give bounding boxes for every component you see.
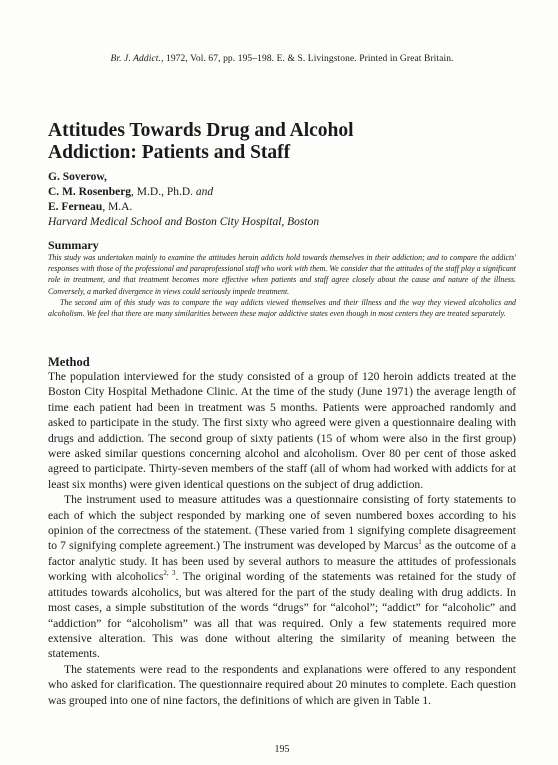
method-text [48,369,516,708]
summary-paragraph-1: This study was undertaken mainly to examine the attitudes heroin addicts hold towards themselves in their addiction; and to compare the addicts' responses with those of the professional and paraprofessional staff who work with them. We consider that the attitudes of the staff play a significant role in treatment, and that treatment becomes more effective when patients and staff agree closely about the cause and nature of the illness. Conversely, a marked divergence in views could seriously impede treatment. [48,253,516,296]
method-p2-part-a: The instrument used to measure attitudes was a questionnaire consisting of forty statements to each of which the subject responded by marking one of seven numbered boxes according to his opinion of the correctness of the statement. (These varied from 1 signifying complete disagreement to 7 signifying complete agreement.) The instrument was developed by Marcus [48,493,516,553]
title-line-1: Attitudes Towards Drug and Alcohol [48,120,354,141]
title-line-2: Addiction: Patients and Staff [48,142,291,163]
author-2 [48,185,516,200]
author-2-name: C. M. Rosenberg [48,186,132,198]
method-p2-part-b: as the outcome of a factor analytic study. It has been used by several authors to measure the attitudes of professionals working with alcoholics [48,539,516,584]
citation-ref-1: 1 [418,538,422,547]
author-1-name: G. Soverow, [48,171,107,183]
method-p2-part-c: . The original wording of the statements was retained for the study of attitudes towards alcoholics, but was altered for the part of the study dealing with drug addicts. In most cases, a simple substitution of the words “drugs” for “alcohol”; “addict” for “alcoholic” and “addiction” for “alcoholism” was all that was required. Only a few statements required more extensive alteration. This was done without altering the similarity of meaning between the statements. [48,570,516,661]
summary-text [48,252,516,319]
author-3 [48,200,516,215]
article-title [48,120,516,164]
summary-heading: Summary [48,238,99,252]
author-block [48,170,516,230]
journal-header [48,54,516,64]
method-paragraph-1: The population interviewed for the study consisted of a group of 120 heroin addicts treated at the Boston City Hospital Methadone Clinic. At the time of the study (June 1971) the average length of time each patient had been in treatment was 5 months. Patients were approached randomly and asked to participate in the study. The first sixty who agreed were given a questionnaire dealing with drugs and addiction. The second group of sixty patients (15 of whom were also in the first group) were asked similar questions concerning alcohol and alcoholism. Over 80 per cent of those asked agreed to participate. Thirty-seven members of the staff (all of whom had worked with addicts for at least six months) were given identical questions on the subject of drug addiction. [48,370,516,491]
method-paragraph-3: The statements were read to the respondents and explanations were offered to any respondent who asked for clarification. The questionnaire required about 20 minutes to complete. Each question was grouped into one of nine factors, the definitions of which are given in Table 1. [48,662,516,707]
author-3-name: E. Ferneau [48,201,103,213]
author-1 [48,170,516,185]
method-paragraph-2 [48,492,516,661]
citation-ref-2: 2, 3 [163,569,176,578]
affiliation: Harvard Medical School and Boston City Hospital, Boston [48,216,320,228]
journal-name: Br. J. Addict. [110,54,162,64]
author-conjunction: and [195,186,214,198]
author-2-degree: , M.D., Ph.D. [131,186,196,198]
author-3-degree: , M.A. [102,201,133,213]
summary-paragraph-2: The second aim of this study was to compare the way addicts viewed themselves and their illness and the way they viewed alcoholics and alcoholism. We feel that there are many similarities between these major addictive states even though in most centers they are treated separately. [48,297,516,319]
journal-citation: , 1972, Vol. 67, pp. 195–198. E. & S. Livingstone. Printed in Great Britain. [161,54,454,64]
page-number: 195 [274,744,290,755]
method-heading: Method [48,355,90,369]
